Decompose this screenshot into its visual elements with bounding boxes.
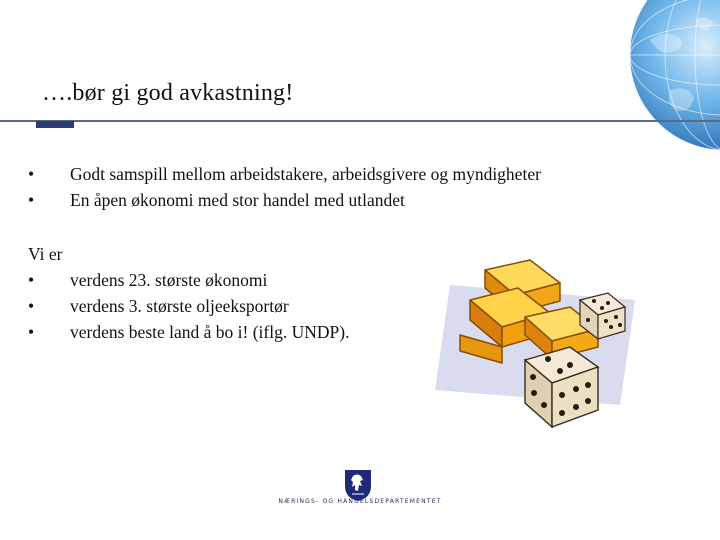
bullet-icon: • [28, 270, 35, 290]
bullet-icon: • [28, 296, 35, 316]
intro-text: Vi er [28, 244, 63, 264]
title-divider [0, 120, 720, 122]
bullet-icon: • [28, 190, 35, 210]
bullet-icon: • [28, 164, 35, 184]
ministry-name: NÆRINGS- OG HANDELSDEPARTEMENTET [278, 498, 442, 505]
bullet-text: En åpen økonomi med stor handel med utlandet [70, 190, 405, 210]
bullet-text: Godt samspill mellom arbeidstakere, arbeidsgivere og myndigheter [70, 164, 541, 184]
bullet-icon: • [28, 322, 35, 342]
bullet-text: verdens beste land å bo i! (iflg. UNDP). [70, 322, 350, 342]
globe-icon [610, 0, 720, 150]
bullet-text: verdens 23. største økonomi [70, 270, 268, 290]
title-accent-bar [36, 121, 74, 128]
bullet-text: verdens 3. største oljeeksportør [70, 296, 289, 316]
slide-title: ….bør gi god avkastning! [42, 80, 294, 106]
ministry-logo [270, 468, 460, 516]
coat-of-arms-lion-icon [343, 468, 373, 502]
gold-bars-dice-clipart [430, 255, 645, 435]
